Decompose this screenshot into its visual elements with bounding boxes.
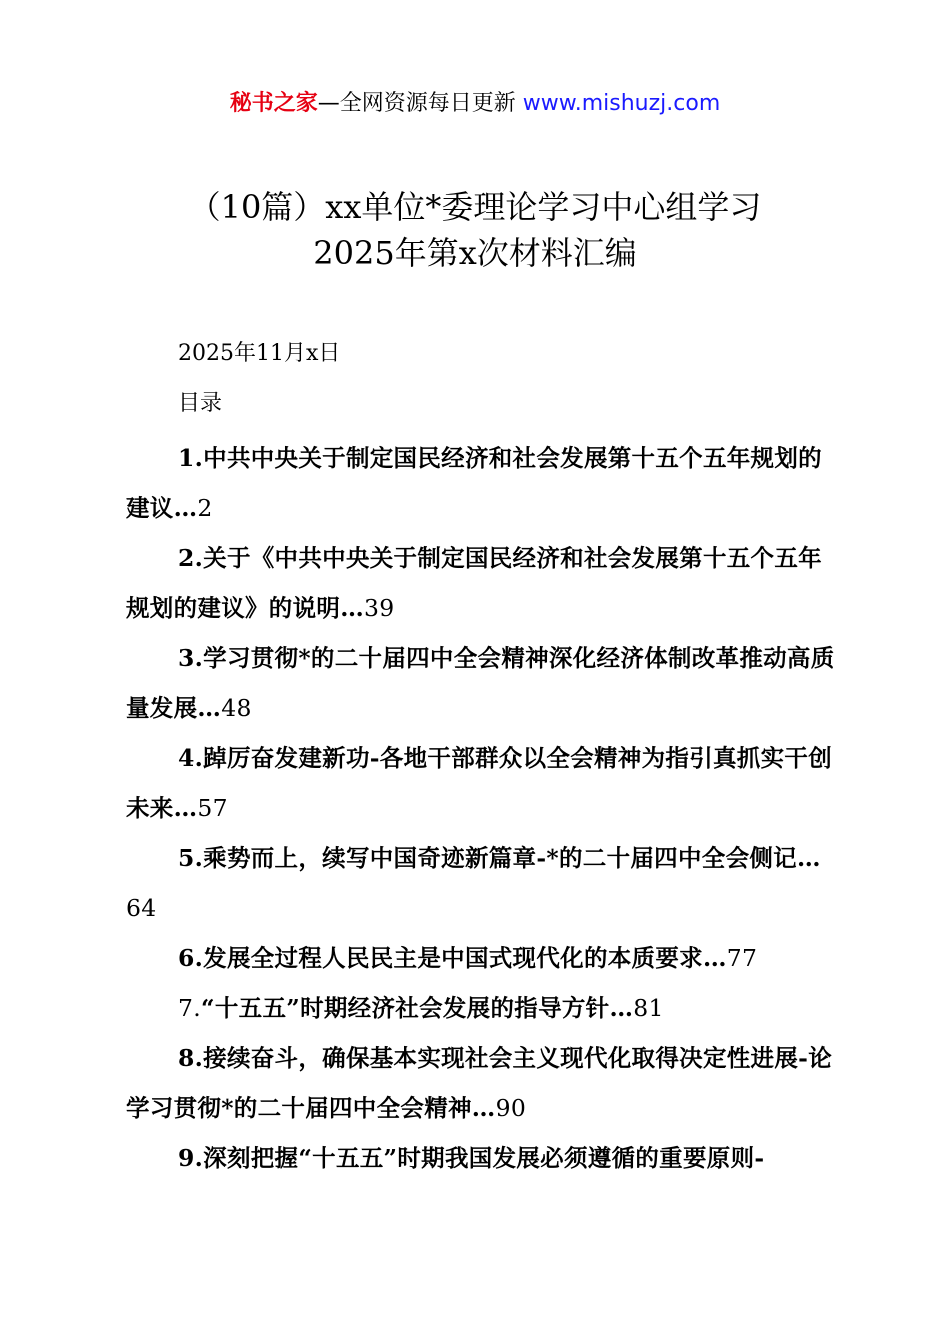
site-url-link[interactable]: www.mishuzj.com xyxy=(522,91,721,116)
document-date: 2025年11月x日 xyxy=(178,341,341,366)
toc-entry-number: 7. xyxy=(178,994,202,1022)
toc-entry[interactable] xyxy=(126,1033,838,1133)
toc-entry-number: 5. xyxy=(178,844,204,872)
toc-entry-page: 48 xyxy=(221,694,252,722)
toc-entry[interactable] xyxy=(126,433,838,533)
toc-entry-title: 学习贯彻*的二十届四中全会精神深化经济体制改革推动高质量发展… xyxy=(126,644,835,722)
site-header xyxy=(0,86,950,122)
document-title-line-1: （10篇）xx单位*委理论学习中心组学习 xyxy=(188,188,762,226)
toc-entry-number: 2. xyxy=(178,544,204,572)
toc-entry[interactable] xyxy=(126,1133,838,1183)
document-title xyxy=(60,184,890,276)
toc-heading: 目录 xyxy=(178,391,223,416)
toc-entry[interactable] xyxy=(126,533,838,633)
toc-entry[interactable] xyxy=(126,933,838,983)
toc-entry-title: “十五五”时期经济社会发展的指导方针… xyxy=(201,994,634,1022)
toc-entry-page: 39 xyxy=(364,594,395,622)
toc-entry-page: 57 xyxy=(197,794,228,822)
toc-entry-title: 接续奋斗，确保基本实现社会主义现代化取得决定性进展-论学习贯彻*的二十届四中全会精神… xyxy=(126,1044,832,1122)
toc-entry-number: 9. xyxy=(178,1144,204,1172)
toc-entry-number: 1. xyxy=(178,444,204,472)
toc-entry-page: 77 xyxy=(726,944,758,972)
toc-entry[interactable] xyxy=(126,983,838,1033)
toc-entry[interactable] xyxy=(126,833,838,933)
table-of-contents xyxy=(126,433,838,1183)
toc-entry[interactable] xyxy=(126,633,838,733)
site-tagline: —全网资源每日更新 xyxy=(317,91,516,116)
toc-entry-title: 发展全过程人民民主是中国式现代化的本质要求… xyxy=(203,944,727,972)
toc-entry-number: 6. xyxy=(178,944,204,972)
toc-entry[interactable] xyxy=(126,733,838,833)
toc-entry-title: 关于《中共中央关于制定国民经济和社会发展第十五个五年规划的建议》的说明… xyxy=(126,544,822,622)
toc-entry-page: 2 xyxy=(197,494,213,522)
toc-entry-title: 踔厉奋发建新功-各地干部群众以全会精神为指引真抓实干创未来… xyxy=(126,744,832,822)
toc-entry-page: 90 xyxy=(495,1094,527,1122)
toc-entry-page: 81 xyxy=(633,994,664,1022)
toc-entry-title: 中共中央关于制定国民经济和社会发展第十五个五年规划的建议… xyxy=(126,444,822,522)
toc-entry-title: 深刻把握“十五五”时期我国发展必须遵循的重要原则- xyxy=(203,1144,765,1172)
toc-entry-title: 乘势而上，续写中国奇迹新篇章-*的二十届四中全会侧记… xyxy=(203,844,821,872)
toc-entry-number: 8. xyxy=(178,1044,204,1072)
toc-entry-page: 64 xyxy=(126,894,157,922)
toc-entry-number: 4. xyxy=(178,744,204,772)
site-brand: 秘书之家 xyxy=(229,91,318,116)
toc-entry-number: 3. xyxy=(178,644,204,672)
document-title-line-2: 2025年第x次材料汇编 xyxy=(313,234,637,272)
